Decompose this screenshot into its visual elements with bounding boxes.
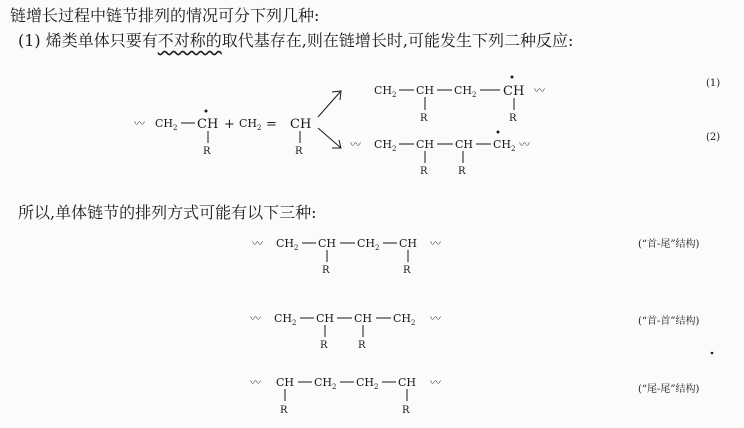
ch2-group: $CH_2$ xyxy=(454,84,477,99)
chain-tilde: 〰 xyxy=(430,376,441,389)
ch2-group: $CH_2$ xyxy=(239,117,262,132)
ch-radical: CH xyxy=(197,117,219,132)
chain-tilde: 〰 xyxy=(430,237,441,250)
chain-tilde: 〰 xyxy=(252,237,263,250)
underlined-term: 不对称的 xyxy=(157,31,222,50)
substituent-r: R xyxy=(295,146,303,157)
chain-tilde: 〰 xyxy=(519,138,530,151)
substituent-r: R xyxy=(358,340,366,351)
chain-tilde: 〰 xyxy=(534,84,545,97)
ch-group: CH xyxy=(276,376,295,389)
ch2-group: $CH_2$ xyxy=(155,117,178,132)
substituent-r: R xyxy=(280,405,288,416)
substituent-r: R xyxy=(458,166,466,177)
ch2-group: $CH_2$ xyxy=(393,312,416,327)
ch-group: CH xyxy=(290,117,312,132)
substituent-r: R xyxy=(402,405,410,416)
arrangement-head-head xyxy=(250,312,713,354)
ch-group: CH xyxy=(316,312,335,325)
chain-tilde: 〰 xyxy=(430,312,441,325)
ch-radical: CH xyxy=(503,84,525,99)
arrangement-label-2: (“首-首”结构) xyxy=(638,316,700,327)
ch2-group: $CH_2$ xyxy=(276,237,299,252)
ch2-group: $CH_2$ xyxy=(374,138,397,153)
ch-group: CH xyxy=(318,237,337,250)
ch2-group: $CH_2$ xyxy=(357,237,380,252)
arrangement-label-3: (“尾-尾”结构) xyxy=(638,384,700,395)
arrangement-head-tail xyxy=(252,237,700,276)
clause-pre: 烯类单体只要有 xyxy=(45,31,158,50)
ch-group: CH xyxy=(399,237,418,250)
substituent-r: R xyxy=(320,340,328,351)
clause-post: 取代基存在,则在链增长时,可能发生下列二种反应: xyxy=(221,31,574,50)
arrow-down xyxy=(318,128,341,148)
chain-tilde: 〰 xyxy=(134,117,145,130)
product-2 xyxy=(350,131,720,178)
ch-group: CH xyxy=(354,312,373,325)
ch-group: CH xyxy=(416,138,435,151)
ch-group: CH xyxy=(398,376,417,389)
arrow-up xyxy=(318,91,341,117)
substituent-r: R xyxy=(420,113,428,124)
intro-text: 链增长过程中链节排列的情况可分下列几种: xyxy=(10,6,320,25)
reaction-label-2: (2) xyxy=(706,132,721,143)
radical-dot xyxy=(497,131,500,134)
substituent-r: R xyxy=(509,113,517,124)
ch-group: CH xyxy=(455,138,474,151)
substituent-r: R xyxy=(322,265,330,276)
product-1 xyxy=(374,76,720,125)
reaction-label-1: (1) xyxy=(706,78,721,89)
substituent-r: R xyxy=(203,146,211,157)
radical-dot xyxy=(205,110,208,113)
radical-dot xyxy=(511,76,514,79)
ch2-group: $CH_2$ xyxy=(274,312,297,327)
conclusion-text: 所以,单体链节的排列方式可能有以下三种: xyxy=(18,203,317,222)
substituent-r: R xyxy=(420,166,428,177)
ch2-group: $CH_2$ xyxy=(314,376,337,391)
stray-mark xyxy=(711,352,714,355)
chain-tilde: 〰 xyxy=(250,312,261,325)
substituent-r: R xyxy=(403,265,411,276)
reactant-structure xyxy=(134,91,341,157)
ch2-group: $CH_2$ xyxy=(374,84,397,99)
clause-number: (1) xyxy=(18,31,41,50)
arrangement-label-1: (“首-尾”结构) xyxy=(638,239,700,250)
ch-group: CH xyxy=(416,84,435,97)
plus-sign: + xyxy=(224,117,235,132)
ch2-group: $CH_2$ xyxy=(356,376,379,391)
chain-tilde: 〰 xyxy=(250,376,261,389)
chain-tilde: 〰 xyxy=(350,138,361,151)
arrangement-tail-tail xyxy=(250,376,700,416)
double-bond: = xyxy=(266,117,277,132)
ch2-radical: $CH_2$ xyxy=(493,138,516,153)
